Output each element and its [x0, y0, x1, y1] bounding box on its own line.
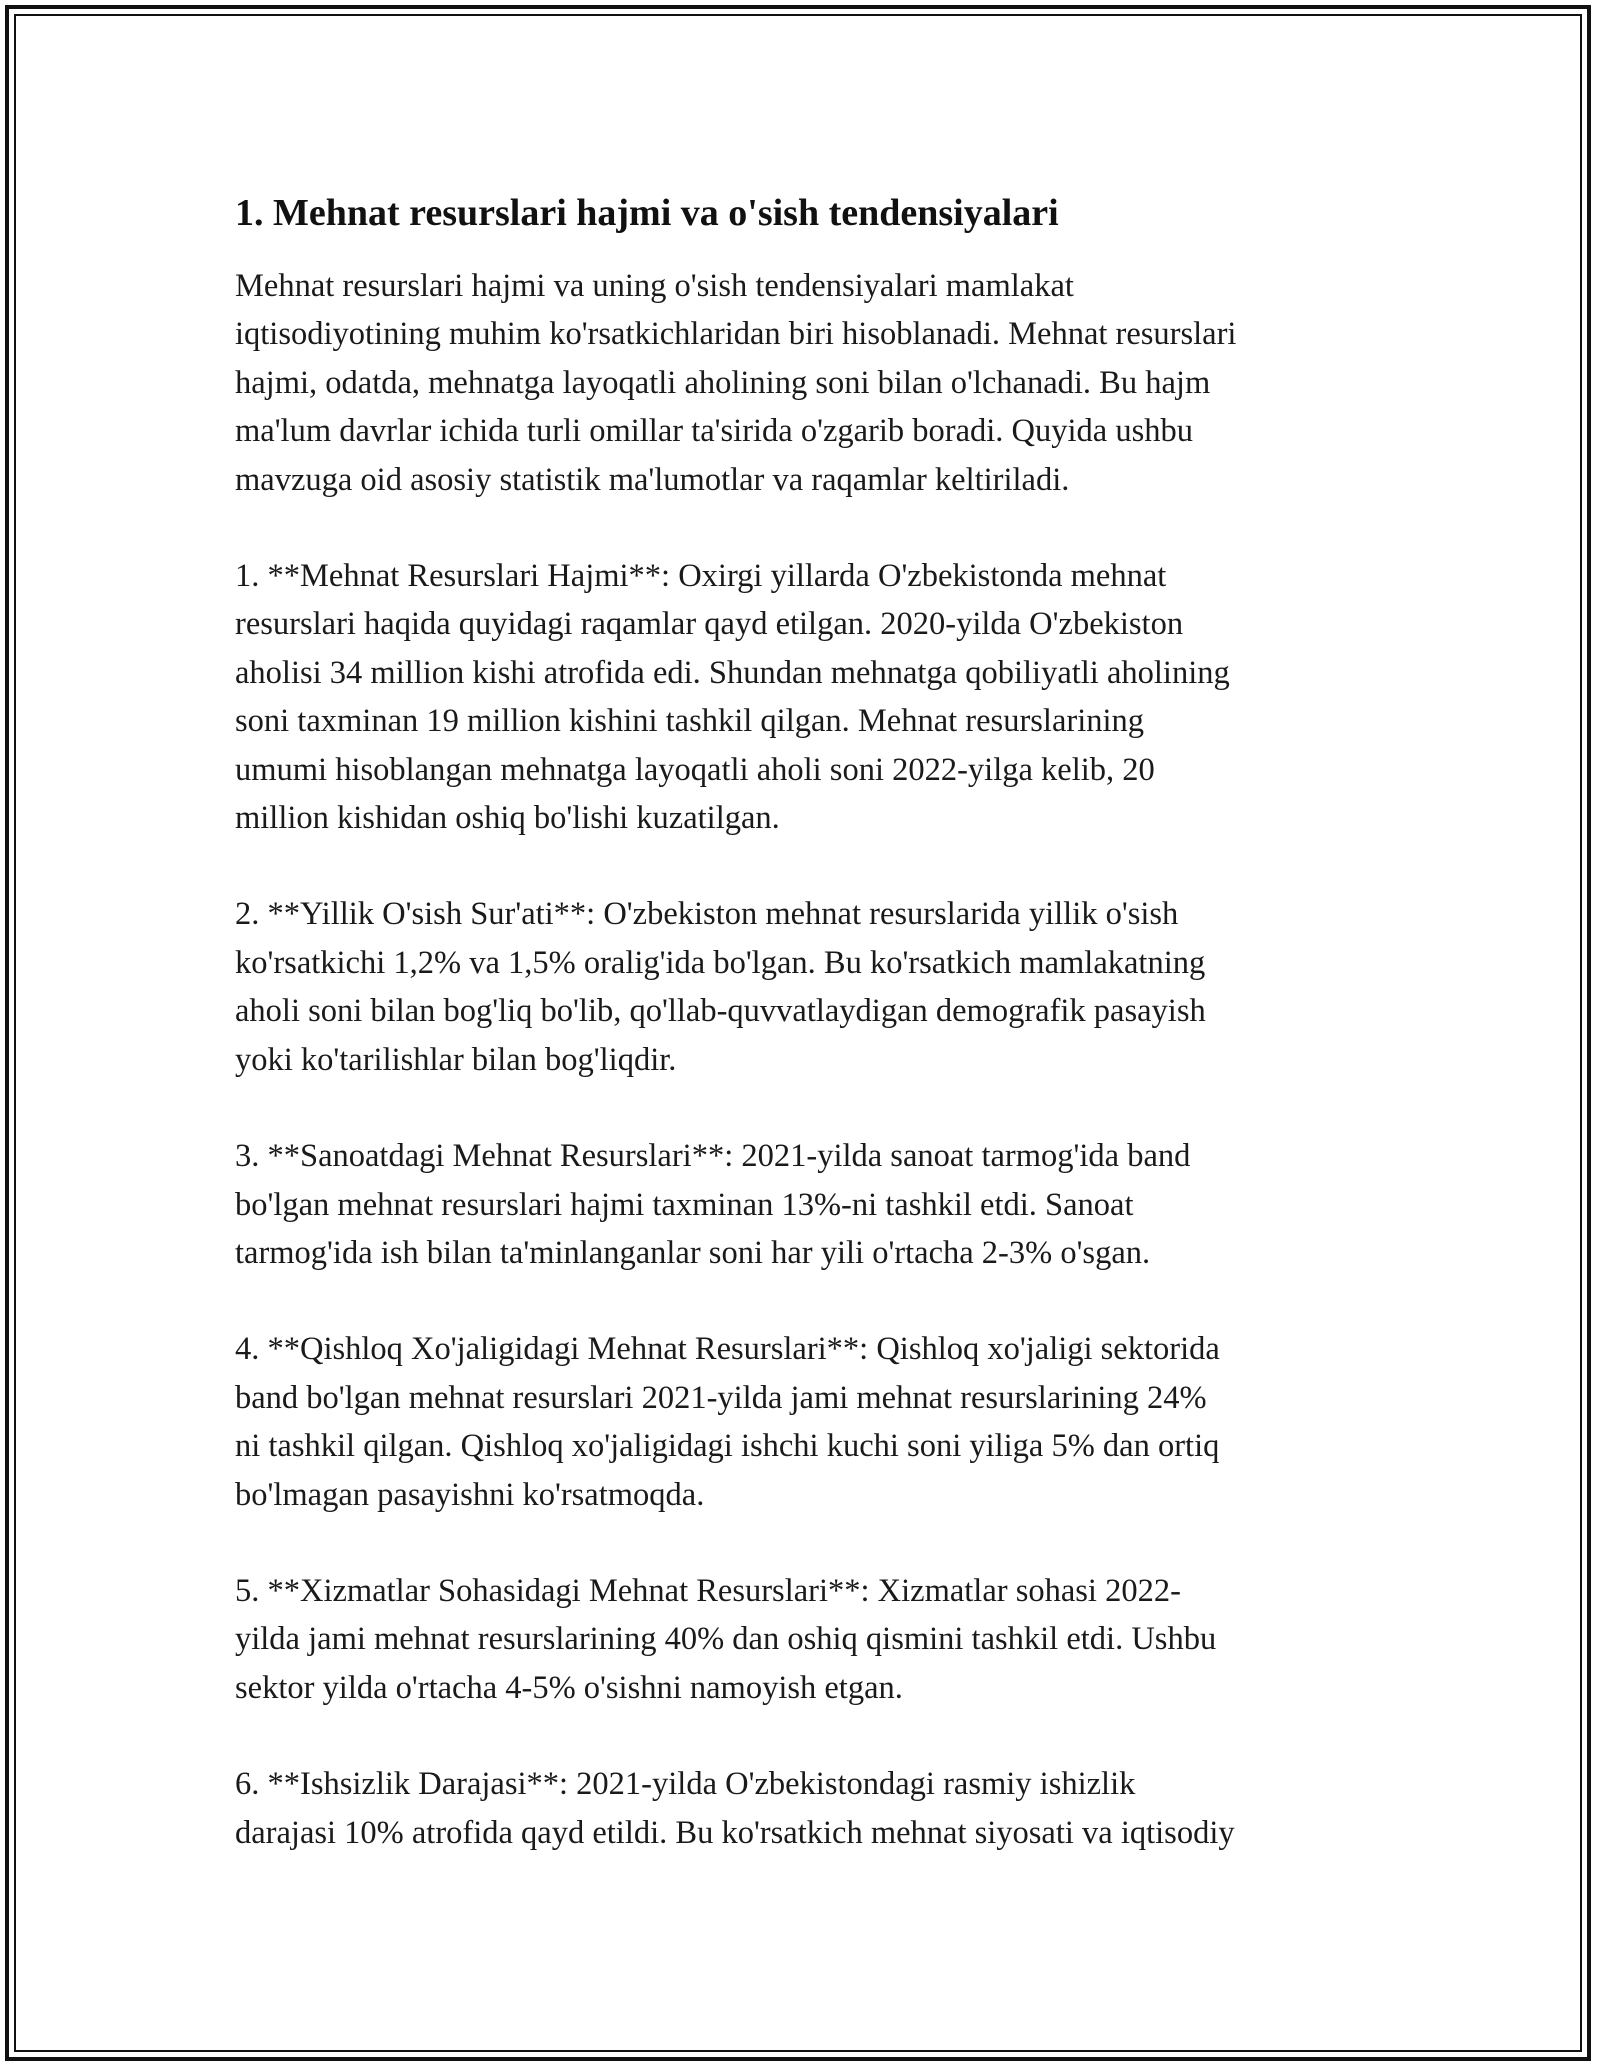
list-item-industry-labor: 3. **Sanoatdagi Mehnat Resurslari**: 2021-yilda sanoat tarmog'ida band bo'lgan mehnat resurslari hajmi taxminan 13%-ni tashkil etdi. Sanoat tarmog'ida ish bilan ta'minlanganlar soni har yili o'rtacha 2-3% o'sgan. [235, 1138, 1191, 1271]
list-item-annual-growth: 2. **Yillik O'sish Sur'ati**: O'zbekiston mehnat resurslarida yillik o'sish ko'rsatkichi 1,2% va 1,5% oralig'ida bo'lgan. Bu ko'rsatkich mamlakatning aholi soni bilan bog'liq bo'lib, qo'llab-quvvatlaydigan demografik pasayish yoki ko'tarilishlar bilan bog'liqdir. [235, 896, 1206, 1078]
list-item-services-labor: 5. **Xizmatlar Sohasidagi Mehnat Resurslari**: Xizmatlar sohasi 2022- yilda jami mehnat resurslarining 40% dan oshiq qismini tashkil etdi. Ushbu sektor yilda o'rtacha 4-5% o'sishni namoyish etgan. [235, 1572, 1217, 1706]
list-item-labor-volume: 1. **Mehnat Resurslari Hajmi**: Oxirgi yillarda O'zbekistonda mehnat resurslari haqida quyidagi raqamlar qayd etilgan. 2020-yilda O'zbekiston aholisi 34 million kishi atrofida edi. Shundan mehnatga qobiliyatli aholining soni taxminan 19 million kishini tashkil qilgan. Mehnat resurslarining umumi hisoblangan mehnatga layoqatli aholi soni 2022-yilga kelib, 20 million kishidan oshiq bo'lishi kuzatilgan. [235, 558, 1230, 837]
document-body [235, 186, 1375, 1905]
list-item-unemployment: 6. **Ishsizlik Darajasi**: 2021-yilda O'zbekistondagi rasmiy ishizlik darajasi 10% atrofida qayd etildi. Bu ko'rsatkich mehnat siyosati va iqtisodiy [235, 1766, 1235, 1851]
intro-paragraph: Mehnat resurslari hajmi va uning o'sish tendensiyalari mamlakat iqtisodiyotining muhim ko'rsatkichlaridan biri hisoblanadi. Mehnat resurslari hajmi, odatda, mehnatga layoqatli aholining soni bilan o'lchanadi. Bu hajm ma'lum davrlar ichida turli omillar ta'sirida o'zgarib boradi. Quyida ushbu mavzuga oid asosiy statistik ma'lumotlar va raqamlar keltiriladi. [235, 268, 1237, 498]
section-heading: 1. Mehnat resurslari hajmi va o'sish tendensiyalari [235, 192, 1059, 234]
list-item-agriculture-labor: 4. **Qishloq Xo'jaligidagi Mehnat Resurslari**: Qishloq xo'jaligi sektorida band bo'lgan mehnat resurslari 2021-yilda jami mehnat resurslarining 24% ni tashkil qilgan. Qishloq xo'jaligidagi ishchi kuchi soni yiliga 5% dan ortiq bo'lmagan pasayishni ko'rsatmoqda. [235, 1331, 1220, 1513]
